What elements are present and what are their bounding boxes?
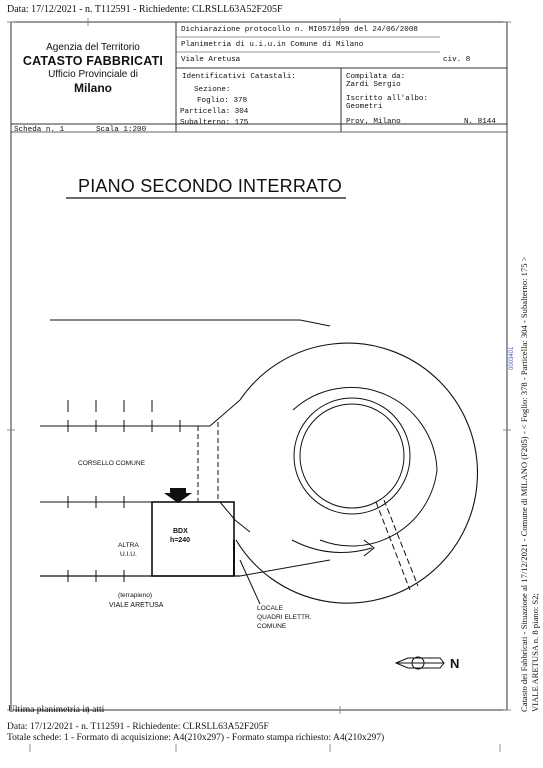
side-cadastral-text [519,152,541,712]
identifiers-subalterno: Subalterno: 175 [180,119,249,127]
label-altra: ALTRA [118,542,139,549]
request-header: Data: 17/12/2021 - n. T112591 - Richiedente: CLRSLL63A52F205F [7,4,283,15]
footer-format: Totale schede: 1 - Formato di acquisizione: A4(210x297) - Formato stampa richiesto: A4(210x297) [7,733,385,743]
plan-title: PIANO SECONDO INTERRATO [78,176,342,196]
identifiers-foglio: Foglio: 378 [197,97,248,105]
unit-arrow-icon [164,488,192,503]
footer-request: Data: 17/12/2021 - n. T112591 - Richiedente: CLRSLL63A52F205F [7,722,269,732]
compiler-register: Geometri [346,103,383,111]
sheet-number: Scheda n. 1 [14,126,65,134]
footer-note: Ultima planimetria in atti [8,705,105,715]
label-viale: VIALE ARETUSA [109,602,164,609]
compiler-number: N. 8144 [464,118,496,126]
label-bdx: BDX [173,528,188,535]
declaration-street: Viale Aretusa [181,56,241,64]
side-stamp: 0003401 [509,346,515,370]
label-comune: COMUNE [257,623,287,630]
side-line-1: Catasto dei Fabbricati - Situazione al 17/12/2021 - Comune di MILANO (F205) - < Foglio: 378 - Particella: 304 - Subalterno: 175 > [519,256,529,712]
label-height: h=240 [170,537,191,544]
identifiers-title: Identificativi Catastali: [182,73,296,81]
north-arrow-icon [396,657,444,669]
compiler-label: Compilata da: [346,73,406,81]
identifiers-particella: Particella: 304 [180,108,249,116]
declaration-planimetry: Planimetria di u.i.u.in Comune di Milano [181,41,364,49]
label-uiu: U.I.U. [120,551,137,558]
label-corsello: CORSELLO COMUNE [78,460,146,467]
agency-city: Milano [74,81,112,95]
agency-office: Ufficio Provinciale di [48,69,138,80]
compiler-registered: Iscritto all'albo: [346,95,429,103]
compiler-name: Zardi Sergio [346,81,401,89]
compiler-province: Prov. Milano [346,118,401,126]
sheet-scale: Scala 1:200 [96,126,147,134]
declaration-protocol: Dichiarazione protocollo n. MI0571099 del 24/06/2008 [181,26,418,34]
declaration-civic: civ. 8 [443,56,471,64]
north-label: N [450,656,460,671]
agency-name: Agenzia del Territorio [46,42,140,53]
label-quadri: QUADRI ELETTR. [257,614,312,621]
label-locale: LOCALE [257,605,284,612]
side-line-2: VIALE ARETUSA n. 8 piano: S2; [530,593,540,712]
label-terrapieno: (terrapieno) [118,592,153,599]
agency-catasto: CATASTO FABBRICATI [22,54,164,68]
identifiers-sezione: Sezione: [194,86,231,94]
